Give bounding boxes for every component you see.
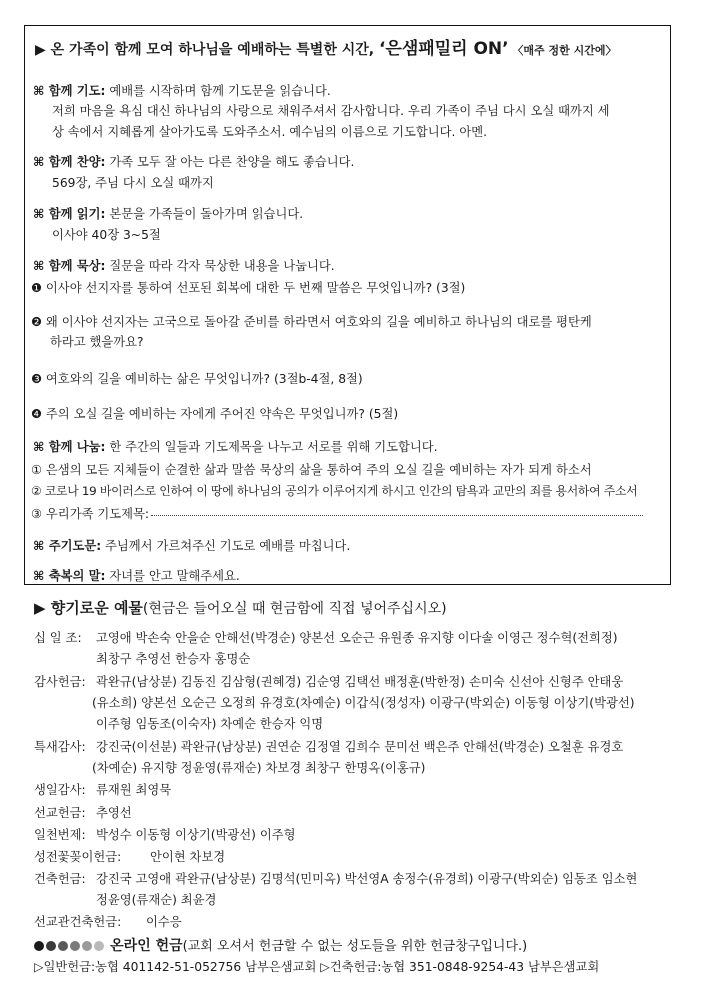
sharing-prayer-3 (31, 504, 643, 522)
sharing-prayer-2: ② 코로나 19 바이러스로 인하여 이 땅에 하나님의 공의가 이루어지게 하시고 인간의 탐욕과 교만의 죄를 용서하여 주소서 (31, 484, 638, 498)
building-names-1: 강진국 고영애 곽완규(남상분) 김명석(민미옥) 박선영A 송정수(유경희) 이광구(박외순) 임동조 임소현 (96, 872, 638, 886)
meditation-question-4: ❹ 주의 오실 길을 예비하는 자에게 주어진 약속은 무엇입니까? (5절) (31, 407, 399, 421)
online-title: 온라인 헌금 (110, 938, 183, 954)
offering-heading (34, 597, 447, 618)
reading-heading (33, 204, 303, 222)
sharing-title: ⌘ 함께 나눔: (33, 440, 106, 454)
birthday-label: 생일감사: (34, 783, 86, 797)
prayer-text-2: 상 속에서 지혜롭게 살아가도록 도와주소서. 예수님의 이름으로 기도합니다. 아멘. (52, 125, 487, 139)
worship-header (35, 34, 665, 59)
bullet-dot-icon (34, 941, 44, 951)
offering-title: ▶ 향기로운 예물 (34, 599, 143, 617)
tithe-names-1: 고영애 박손숙 안을순 안해선(박경순) 양본선 오순근 유원종 유지향 이다솔 이영근 정수혁(전희정) (96, 631, 618, 645)
bullet-dot-icon (46, 941, 56, 951)
header-brand: ‘은샘패밀리 ON’ (378, 39, 509, 59)
meditation-question-1: ❶ 이사야 선지자를 통하여 선포된 회복에 대한 두 번째 말씀은 무엇입니까? (3절) (31, 281, 466, 295)
bullet-dot-icon (58, 941, 68, 951)
dawn-thanks-label: 특새감사: (34, 740, 86, 754)
header-prefix: ▶ 온 가족이 함께 모여 하나님을 예배하는 특별한 시간, (35, 42, 379, 58)
meditation-question-2a: ❷ 왜 이사야 선지자는 고국으로 돌아갈 준비를 하라면서 여호와의 길을 예비하고 하나님의 대로를 평탄케 (31, 315, 592, 329)
building-label: 건축헌금: (34, 872, 86, 886)
tithe-names-2: 최창구 추영선 한승자 홍명순 (96, 652, 251, 666)
bullet-dot-icon (94, 941, 104, 951)
family-prayer-label: ③ 우리가족 기도제목: (31, 507, 150, 521)
blessing-desc: 자녀를 안고 말해주세요. (105, 569, 240, 583)
blessing-heading (33, 566, 240, 584)
sharing-desc: 한 주간의 일들과 기도제목을 나누고 서로를 위해 기도합니다. (105, 440, 438, 454)
flower-label: 성전꽃꽂이헌금: (34, 850, 122, 864)
tithe-label: 십 일 조: (34, 631, 82, 645)
online-offering (34, 935, 527, 955)
account-info: ▷일반헌금:농협 401142-51-052756 남부은샘교회 ▷건축헌금:농협 351-0848-9254-43 남부은샘교회 (34, 960, 600, 974)
meditation-title: ⌘ 함께 묵상: (33, 259, 106, 273)
prayer-title: ⌘ 함께 기도: (33, 84, 106, 98)
hymn-text: 569장, 주님 다시 오실 때까지 (52, 176, 214, 190)
dawn-thanks-names-1: 강진국(이선분) 곽완규(남상분) 권연순 김정열 김희수 문미선 백은주 안해선(박경순) 오철훈 유경호 (96, 740, 624, 754)
meditation-question-3: ❸ 여호와의 길을 예비하는 삶은 무엇입니까? (3절b-4절, 8절) (31, 372, 363, 386)
thousand-names: 박성수 이동형 이상기(박광선) 이주형 (96, 828, 296, 842)
mission-label: 선교헌금: (34, 806, 86, 820)
mission-names: 추영선 (96, 806, 132, 820)
lords-prayer-title: ⌘ 주기도문: (33, 539, 102, 553)
lords-prayer-desc: 주님께서 가르쳐주신 기도로 예배를 마칩니다. (101, 539, 351, 553)
lords-prayer-heading (33, 536, 350, 554)
mission-house-names: 이수응 (146, 915, 182, 929)
reading-title: ⌘ 함께 읽기: (33, 207, 106, 221)
thanks-label: 감사헌금: (34, 675, 86, 689)
thanks-names-3: 이주형 임동조(이숙자) 차예순 한승자 익명 (96, 717, 324, 731)
prayer-desc: 예배를 시작하며 함께 기도문을 읽습니다. (105, 84, 331, 98)
reading-text: 이사야 40장 3~5절 (52, 228, 161, 242)
hymn-desc: 가족 모두 잘 아는 다른 찬양을 해도 좋습니다. (105, 155, 355, 169)
dot-row (34, 939, 106, 954)
meditation-heading (33, 256, 335, 274)
sharing-prayer-1: ① 은샘의 모든 지체들이 순결한 삶과 말씀 묵상의 삶을 통하여 주의 오실 길을 예비하는 자가 되게 하소서 (31, 463, 592, 477)
blessing-title: ⌘ 축복의 말: (33, 569, 106, 583)
thanks-names-2: (유소희) 양본선 오순근 오정희 유경호(차예순) 이갑식(정성자) 이광구(박외순) 이동형 이상기(박광선) (92, 696, 635, 710)
family-worship-box (24, 25, 671, 585)
offering-note: (현금은 들어오실 때 현금함에 직접 넣어주십시오) (142, 601, 447, 617)
prayer-heading (33, 81, 331, 99)
birthday-names: 류재원 최영묵 (96, 783, 172, 797)
reading-desc: 본문을 가족들이 돌아가며 읽습니다. (105, 207, 304, 221)
meditation-desc: 질문을 따라 각자 묵상한 내용을 나눕니다. (105, 259, 335, 273)
bullet-dot-icon (70, 941, 80, 951)
sharing-heading (33, 437, 438, 455)
mission-house-label: 선교관건축헌금: (34, 915, 122, 929)
meditation-question-2b: 하라고 했을까요? (50, 335, 144, 349)
flower-names: 안이현 차보경 (150, 850, 226, 864)
online-note: (교회 오셔서 헌금할 수 없는 성도들을 위한 헌금창구입니다.) (182, 939, 528, 954)
bullet-dot-icon (82, 941, 92, 951)
header-suffix: 〈매주 정한 시간에〉 (508, 44, 617, 57)
thousand-label: 일천번제: (34, 828, 86, 842)
building-names-2: 정윤영(류재순) 최윤경 (96, 893, 217, 907)
thanks-names-1: 곽완규(남상분) 김동진 김삼형(권혜경) 김순영 김택선 배정훈(박한정) 손미숙 신선아 신형주 안태웅 (96, 675, 624, 689)
hymn-heading (33, 152, 354, 170)
dawn-thanks-names-2: (차예순) 유지향 정윤영(류재순) 차보경 최창구 한명옥(이홍규) (92, 761, 426, 775)
family-prayer-blank-line (151, 514, 643, 516)
prayer-text-1: 저희 마음을 욕심 대신 하나님의 사랑으로 채워주셔서 감사합니다. 우리 가족이 주님 다시 오실 때까지 세 (52, 104, 610, 118)
hymn-title: ⌘ 함께 찬양: (33, 155, 106, 169)
